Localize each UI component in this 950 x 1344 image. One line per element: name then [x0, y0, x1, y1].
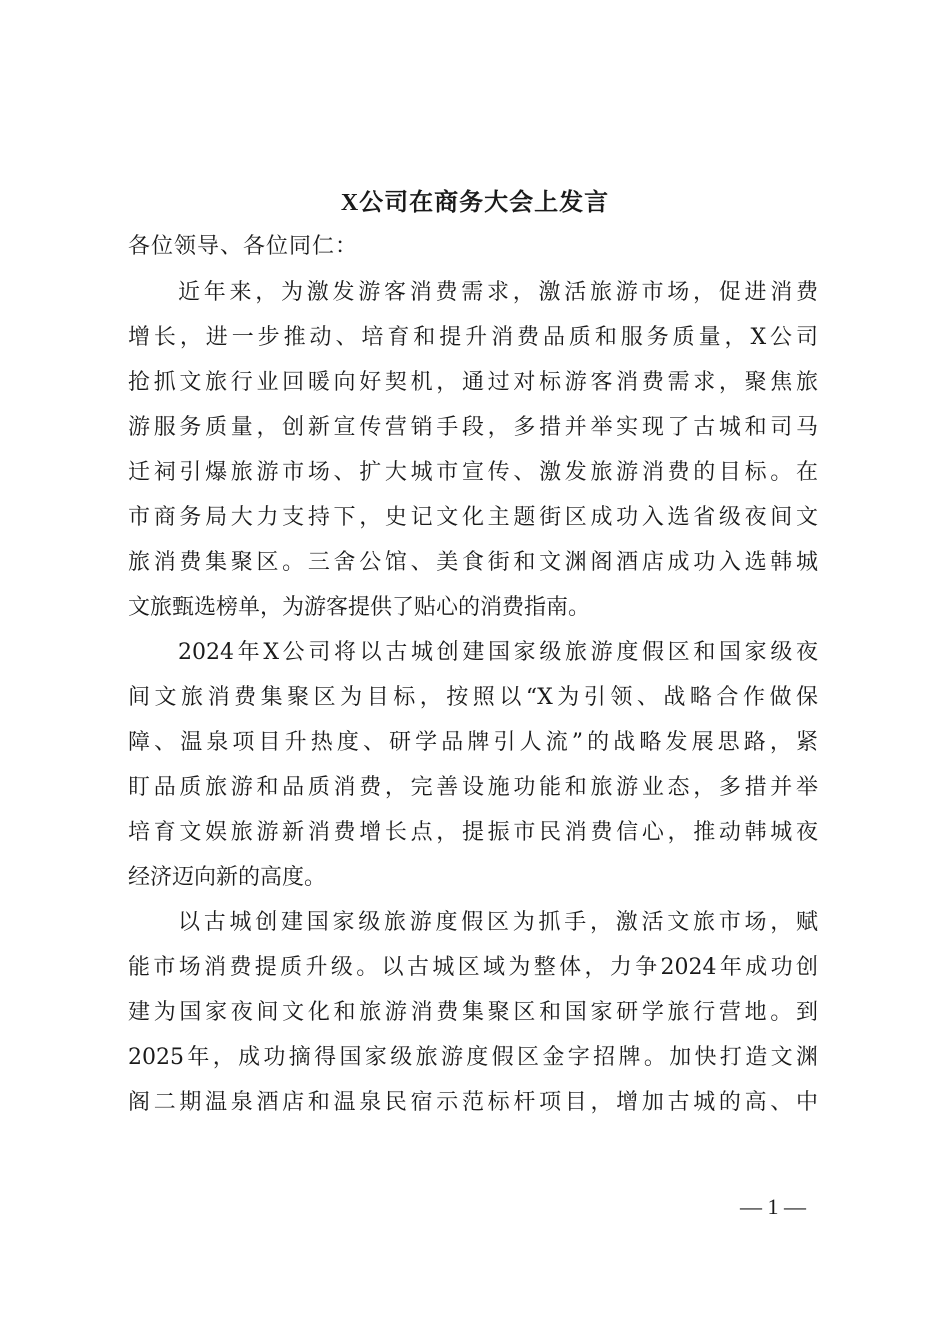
paragraph-1-line-5: 迁祠引爆旅游市场、扩大城市宣传、激发旅游消费的目标。在 — [128, 460, 818, 485]
paragraph-1-line-4: 游服务质量，创新宣传营销手段，多措并举实现了古城和司马 — [128, 415, 818, 440]
paragraph-2-line-5: 培育文娱旅游新消费增长点，提振市民消费信心，推动韩城夜 — [128, 820, 818, 845]
paragraph-3-line-3: 建为国家夜间文化和旅游消费集聚区和国家研学旅行营地。到 — [128, 1000, 818, 1025]
paragraph-3-line-2: 能市场消费提质升级。以古城区域为整体，力争2024年成功创 — [128, 955, 818, 980]
salutation: 各位领导、各位同仁： — [128, 234, 359, 259]
paragraph-2-line-6: 经济迈向新的高度。 — [128, 865, 327, 890]
paragraph-2-line-4: 盯品质旅游和品质消费，完善设施功能和旅游业态，多措并举 — [128, 775, 818, 800]
paragraph-3-line-5: 阁二期温泉酒店和温泉民宿示范标杆项目，增加古城的高、中 — [128, 1090, 818, 1115]
paragraph-2-line-1: 2024年X公司将以古城创建国家级旅游度假区和国家级夜 — [178, 640, 818, 665]
paragraph-3-line-4: 2025年，成功摘得国家级旅游度假区金字招牌。加快打造文渊 — [128, 1045, 818, 1070]
document-title: X公司在商务大会上发言 — [340, 190, 610, 216]
paragraph-3-line-1: 以古城创建国家级旅游度假区为抓手，激活文旅市场，赋 — [178, 910, 818, 935]
paragraph-1-line-1: 近年来，为激发游客消费需求，激活旅游市场，促进消费 — [178, 280, 818, 305]
paragraph-1-line-6: 市商务局大力支持下，史记文化主题街区成功入选省级夜间文 — [128, 505, 818, 530]
document-body — [128, 276, 818, 1131]
paragraph-1-line-8: 文旅甄选榜单，为游客提供了贴心的消费指南。 — [128, 595, 591, 620]
paragraph-1-line-7: 旅消费集聚区。三舍公馆、美食街和文渊阁酒店成功入选韩城 — [128, 550, 818, 575]
paragraph-2-line-3: 障、温泉项目升热度、研学品牌引人流”的战略发展思路，紧 — [128, 730, 818, 755]
page-number: — 1 — — [740, 1194, 806, 1219]
paragraph-1-line-3: 抢抓文旅行业回暖向好契机，通过对标游客消费需求，聚焦旅 — [128, 370, 818, 395]
paragraph-1-line-2: 增长，进一步推动、培育和提升消费品质和服务质量，X公司 — [128, 325, 818, 350]
paragraph-2-line-2: 间文旅消费集聚区为目标，按照以“X为引领、战略合作做保 — [128, 685, 818, 710]
